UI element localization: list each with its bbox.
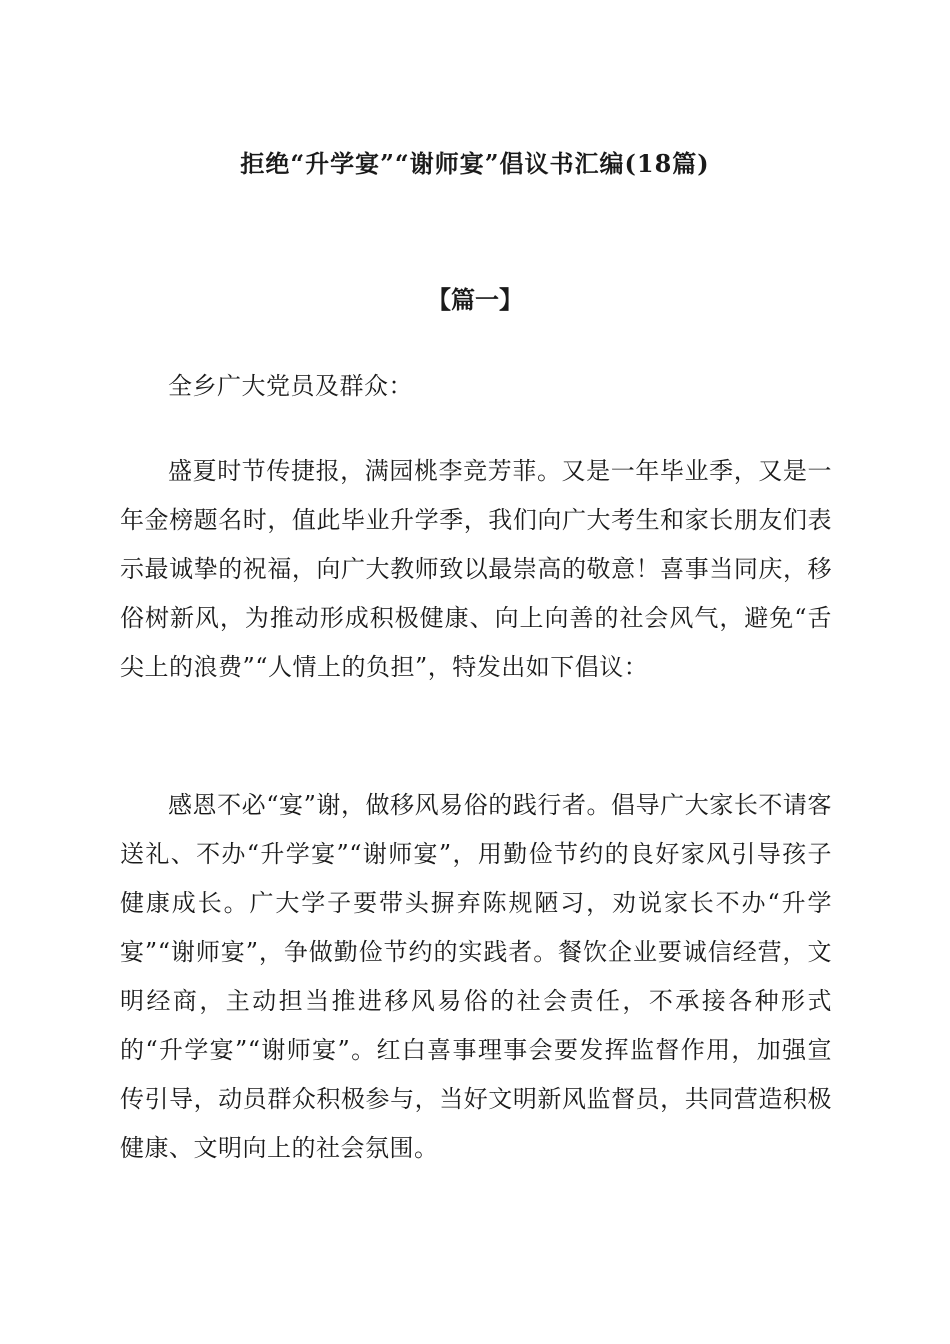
section-heading: 【篇一】: [427, 285, 523, 314]
document-title: 拒绝“升学宴”“谢师宴”倡议书汇编(18篇): [240, 149, 710, 178]
body-paragraph: 盛夏时节传捷报，满园桃李竞芳菲。又是一年毕业季，又是一年金榜题名时，值此毕业升学季，我们向广大考生和家长朋友们表示最诚挚的祝福，向广大教师致以最崇高的敬意！喜事当同庆，移俗树新风，为推动形成积极健康、向上向善的社会风气，避免“舌尖上的浪费”“人情上的负担”，特发出如下倡议：: [120, 457, 832, 681]
body-paragraph: 感恩不必“宴”谢，做移风易俗的践行者。倡导广大家长不请客送礼、不办“升学宴”“谢师宴”，用勤俭节约的良好家风引导孩子健康成长。广大学子要带头摒弃陈规陋习，劝说家长不办“升学宴”“谢师宴”，争做勤俭节约的实践者。餐饮企业要诚信经营，文明经商，主动担当推进移风易俗的社会责任，不承接各种形式的“升学宴”“谢师宴”。红白喜事理事会要发挥监督作用，加强宣传引导，动员群众积极参与，当好文明新风监督员，共同营造积极健康、文明向上的社会氛围。: [120, 791, 832, 1162]
salutation: 全乡广大党员及群众：: [168, 372, 413, 400]
